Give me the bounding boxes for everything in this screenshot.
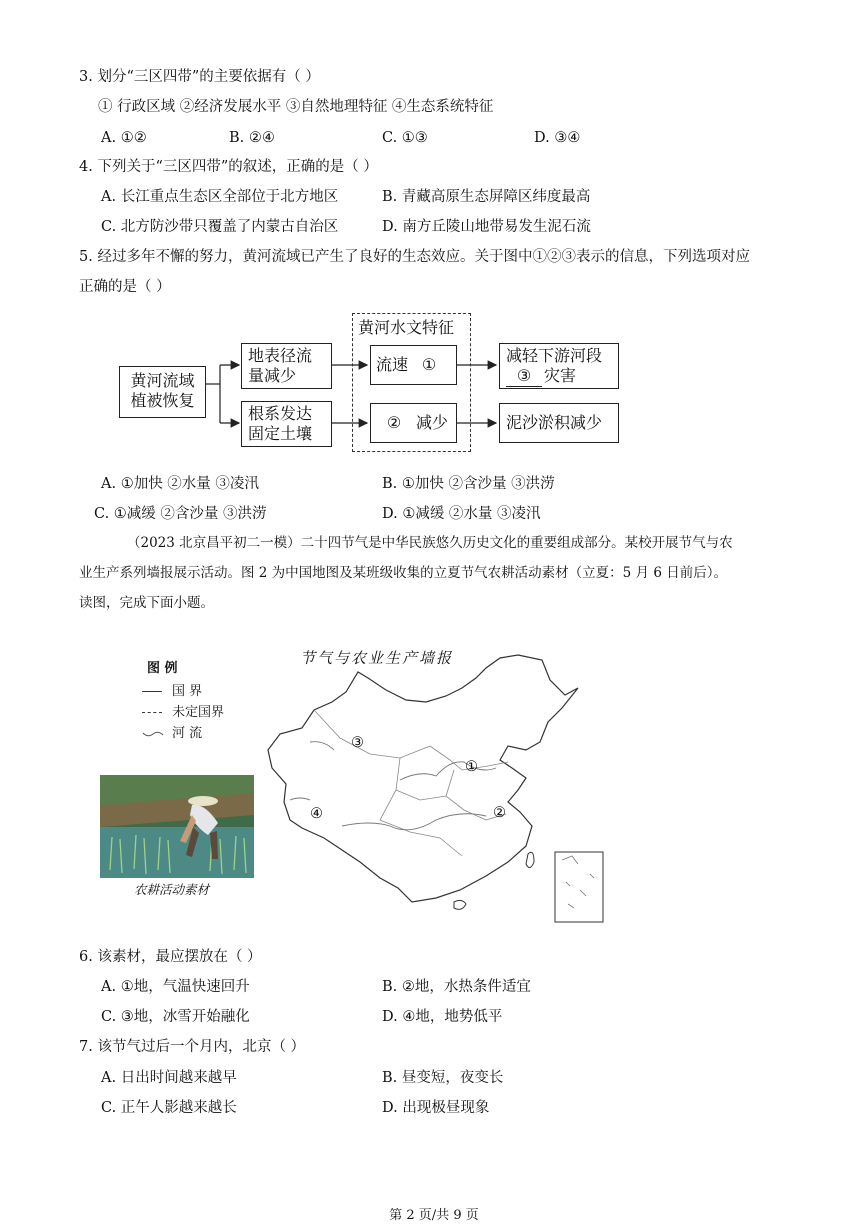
- q4-option-c: C. 北方防沙带只覆盖了内蒙古自治区: [101, 219, 339, 235]
- q5-option-b: B. ①加快 ②含沙量 ③洪涝: [382, 476, 555, 492]
- q3-stem: 3. 划分“三区四带”的主要依据有（ ）: [79, 69, 320, 85]
- china-province-lines: [314, 710, 508, 856]
- q4-option-d: D. 南方丘陵山地带易发生泥石流: [382, 219, 591, 235]
- farming-photo: [100, 775, 254, 878]
- flow-sediment-label: 减少: [416, 413, 449, 432]
- legend-border-label: 国 界: [172, 684, 203, 699]
- q7-option-d: D. 出现极昼现象: [382, 1100, 490, 1116]
- q5-option-a: A. ①加快 ②水量 ③凌汛: [101, 476, 259, 492]
- flow-box-vegetation: [119, 366, 206, 418]
- map-title: 节气与农业生产墙报: [300, 649, 454, 667]
- legend-title: 图 例: [147, 661, 178, 676]
- q6-option-b: B. ②地，水热条件适宜: [382, 979, 531, 995]
- flow-box-sediment: [370, 403, 457, 443]
- flow-box-disaster: [499, 343, 619, 389]
- legend-river-icon: [142, 729, 164, 739]
- intro-line2: 业生产系列墙报展示活动。图 2 为中国地图及某班级收集的立夏节气农耕活动素材（立夏：5 月 6 日前后）。: [79, 565, 727, 581]
- flow-disaster-line2: 灾害: [544, 366, 577, 385]
- flow-box-vegetation-line1: 黄河流域: [130, 371, 195, 390]
- map-marker-3: ③: [351, 735, 364, 751]
- flow-disaster-line1: 减轻下游河段: [506, 346, 603, 365]
- q5-stem-line1: 5. 经过多年不懈的努力，黄河流域已产生了良好的生态效应。关于图中①②③表示的信息，下列选项对应: [79, 249, 750, 265]
- q5-option-d: D. ①减缓 ②水量 ③凌汛: [382, 506, 541, 522]
- legend-undefined-border: [142, 701, 224, 720]
- q7-stem: 7. 该节气过后一个月内，北京（ ）: [79, 1039, 306, 1055]
- flow-box-roots-line2: 固定土壤: [248, 424, 313, 443]
- legend-undefined-label: 未定国界: [172, 705, 225, 720]
- q5-option-c: C. ①减缓 ②含沙量 ③洪涝: [94, 506, 267, 522]
- map-marker-4: ④: [310, 806, 323, 822]
- flow-box-runoff-line2: 量减少: [248, 366, 297, 385]
- china-map: [250, 650, 620, 925]
- q7-option-b: B. 昼变短，夜变长: [382, 1070, 504, 1086]
- q3-option-c: C. ①③: [382, 130, 428, 146]
- flow-blank-3: ③: [506, 366, 542, 387]
- q3-items: ① 行政区域 ②经济发展水平 ③自然地理特征 ④生态系统特征: [98, 99, 494, 115]
- flow-box-runoff-line1: 地表径流: [248, 346, 313, 365]
- q4-option-a: A. 长江重点生态区全部位于北方地区: [101, 189, 339, 205]
- q6-option-a: A. ①地，气温快速回升: [101, 979, 250, 995]
- map-marker-2: ②: [493, 805, 506, 821]
- legend-undefined-line: [142, 712, 162, 713]
- photo-caption: 农耕活动素材: [134, 882, 210, 897]
- q7-option-a: A. 日出时间越来越早: [101, 1070, 237, 1086]
- map-marker-1: ①: [465, 759, 478, 775]
- q3-option-b: B. ②④: [229, 130, 275, 146]
- flow-box-runoff: [241, 343, 332, 389]
- q3-option-a: A. ①②: [101, 130, 147, 146]
- intro-line3: 读图，完成下面小题。: [79, 595, 214, 611]
- legend-river: [142, 722, 202, 741]
- q4-option-b: B. 青藏高原生态屏障区纬度最高: [382, 189, 591, 205]
- flow-box-velocity: [370, 345, 457, 385]
- q6-option-c: C. ③地，冰雪开始融化: [101, 1009, 250, 1025]
- hainan-island: [454, 900, 466, 909]
- page-footer: 第 2 页/共 9 页: [389, 1208, 479, 1223]
- flow-velocity-label: 流速: [376, 355, 409, 374]
- legend-river-label: 河 流: [172, 726, 203, 741]
- q4-stem: 4. 下列关于“三区四带”的叙述，正确的是（ ）: [79, 159, 378, 175]
- q7-option-c: C. 正午人影越来越长: [101, 1100, 237, 1116]
- flow-box-roots: [241, 401, 332, 447]
- intro-line1: （2023 北京昌平初二一模）二十四节气是中华民族悠久历史文化的重要组成部分。某校开展节气与农: [127, 535, 733, 551]
- flow-box-silt: 泥沙淤积减少: [499, 403, 619, 443]
- q5-stem-line2: 正确的是（ ）: [79, 279, 171, 295]
- flow-blank-1: ①: [410, 346, 448, 385]
- q3-option-d: D. ③④: [534, 130, 581, 146]
- china-outline: [268, 655, 578, 902]
- south-china-sea-inset: [555, 852, 603, 922]
- flow-blank-2: ②: [376, 404, 412, 443]
- q6-option-d: D. ④地，地势低平: [382, 1009, 503, 1025]
- legend-border: [142, 680, 202, 699]
- q6-stem: 6. 该素材，最应摆放在（ ）: [79, 949, 262, 965]
- flow-box-roots-line1: 根系发达: [248, 404, 313, 423]
- legend-border-line: [142, 691, 162, 692]
- flow-group-title: 黄河水文特征: [358, 318, 455, 337]
- flow-box-vegetation-line2: 植被恢复: [130, 391, 195, 410]
- taiwan-island: [526, 852, 534, 867]
